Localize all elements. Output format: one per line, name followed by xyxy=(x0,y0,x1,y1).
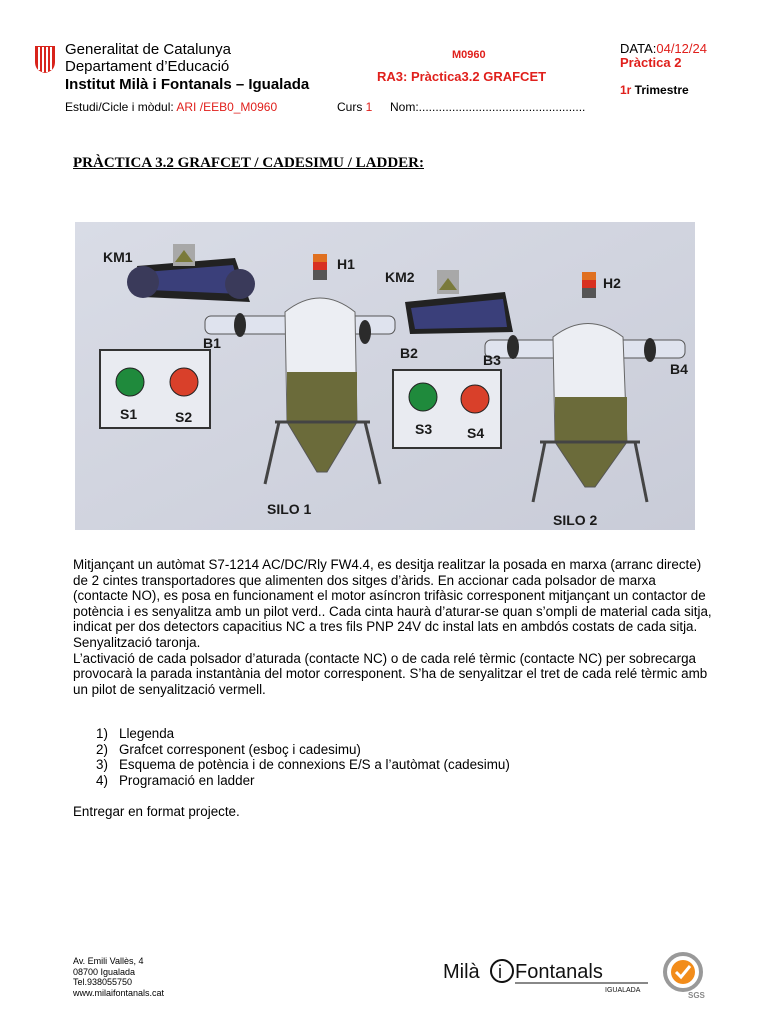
label-silo1: SILO 1 xyxy=(267,501,312,517)
label-b2: B2 xyxy=(400,345,418,361)
footer-address xyxy=(73,956,164,998)
course-value: 1 xyxy=(365,100,373,114)
name-field: Nom:.................................................. xyxy=(390,100,586,114)
date xyxy=(620,41,707,56)
label-km2: KM2 xyxy=(385,269,415,285)
institute-logo xyxy=(443,955,648,995)
description xyxy=(73,557,713,697)
study-label: Estudi/Cicle i mòdul: xyxy=(65,100,177,114)
course-info xyxy=(337,100,372,114)
list-item: 1) Llegenda xyxy=(96,726,175,741)
sgs-certification-icon xyxy=(655,950,711,1000)
list-item: 4) Programació en ladder xyxy=(96,772,255,788)
address-line: 08700 Igualada xyxy=(73,966,136,977)
button-s4-icon xyxy=(461,385,489,413)
description-paragraph-1: Mitjançant un autòmat S7-1214 AC/DC/Rly FW4.4, es desitja realitzar la posada en marxa (arranc directe) de 2 cintes transportadores que alimenten dos sitges d’àrids. En accionar cada polsador de marxa (contacte NO), es posa en funcionament el motor asíncron trifàsic corresponent mitjançant un contactor de potència i es senyalitza amb un pilot verd.. Cada cinta haurà d’aturar-se quan s’ompli de material cada sitja, indicat per dos detectors capacitius NC a tres fils PNP 24V dc instal lats en ambdós costats de cada sitja. Senyalització taronja. xyxy=(73,557,712,650)
department-name: Departament d’Educació xyxy=(65,58,230,75)
page-title: PRÀCTICA 3.2 GRAFCET / CADESIMU / LADDER: xyxy=(73,155,424,171)
label-h2: H2 xyxy=(603,275,621,291)
address-line: Av. Emili Vallès, 4 xyxy=(73,956,144,966)
label-s3: S3 xyxy=(415,421,433,437)
label-s4: S4 xyxy=(467,425,485,441)
silo-diagram xyxy=(75,222,695,530)
term xyxy=(620,83,689,97)
generalitat-logo-icon xyxy=(33,44,57,74)
beacon-h1-icon xyxy=(313,254,327,280)
study-info xyxy=(65,100,277,114)
closing-note: Entregar en format projecte. xyxy=(73,804,240,819)
button-s2-icon xyxy=(170,368,198,396)
beacon-h2-icon xyxy=(582,272,596,298)
button-panel-2 xyxy=(393,370,501,448)
org-name: Generalitat de Catalunya xyxy=(65,41,231,58)
svg-text:i: i xyxy=(498,962,502,982)
description-paragraph-2: L’activació de cada polsador d’aturada (contacte NC) o de cada relé tèrmic (contacte NC) per sobrecarga provocarà la parada instantània del motor corresponent. S’ha de senyalitzar el tret de cada relé tèrmic amb un pilot de senyalització vermell. xyxy=(73,650,708,697)
label-b1: B1 xyxy=(203,335,221,351)
term-label: Trimestre xyxy=(631,83,689,97)
ra-title: RA3: Pràctica3.2 GRAFCET xyxy=(377,69,547,84)
label-s1: S1 xyxy=(120,406,138,422)
course-label: Curs xyxy=(337,100,366,114)
task-list xyxy=(96,726,510,788)
practice-number: Pràctica 2 xyxy=(620,55,682,70)
list-item: 3) Esquema de potència i de connexions E/S a l’autòmat (cadesimu) xyxy=(96,757,510,773)
svg-text:Fontanals: Fontanals xyxy=(515,961,603,983)
term-number: 1r xyxy=(620,83,632,97)
label-km1: KM1 xyxy=(103,249,133,265)
label-h1: H1 xyxy=(337,256,355,272)
svg-text:SGS: SGS xyxy=(688,991,705,1000)
study-value: ARI /EEB0_M0960 xyxy=(176,100,278,114)
button-s3-icon xyxy=(409,383,437,411)
button-panel-1 xyxy=(100,350,210,428)
list-item: 2) Grafcet corresponent (esboç i cadesimu) xyxy=(96,741,361,757)
svg-text:Milà: Milà xyxy=(443,961,480,983)
button-s1-icon xyxy=(116,368,144,396)
label-b3: B3 xyxy=(483,352,501,368)
label-b4: B4 xyxy=(670,361,688,377)
date-value: 04/12/24 xyxy=(656,41,707,56)
date-label: DATA: xyxy=(620,41,657,56)
label-s2: S2 xyxy=(175,409,193,425)
address-phone: Tel.938055750 xyxy=(73,977,133,987)
svg-text:IGUALADA: IGUALADA xyxy=(605,987,641,994)
institute-name: Institut Milà i Fontanals – Igualada xyxy=(65,76,310,93)
label-silo2: SILO 2 xyxy=(553,512,598,528)
module-code: M0960 xyxy=(452,49,486,61)
address-website: www.milaifontanals.cat xyxy=(73,987,165,998)
